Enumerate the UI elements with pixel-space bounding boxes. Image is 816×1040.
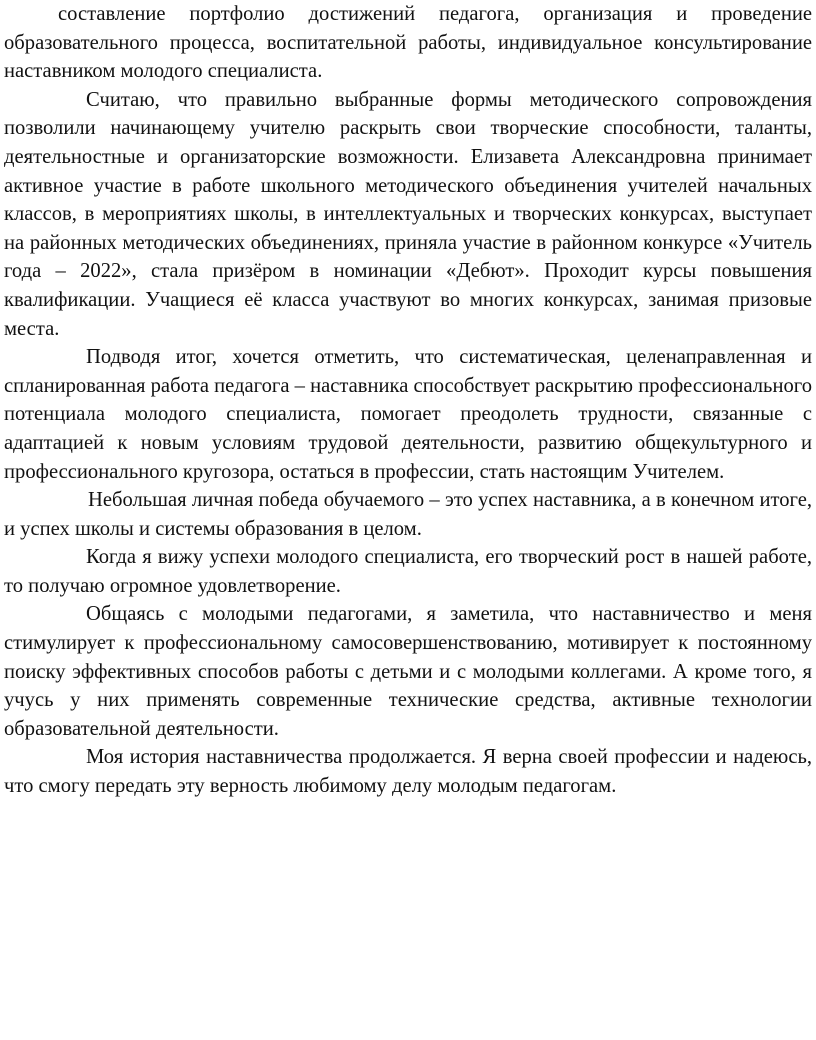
paragraph-4: Небольшая личная победа обучаемого – это успех наставника, а в конечном итоге, и успех школы и системы образования в целом. [4, 489, 812, 540]
paragraph-3: Подводя итог, хочется отметить, что систематическая, целенаправленная и спланированная работа педагога – наставника способствует раскрытию профессионального потенциала молодого специалиста, помогает преодолеть трудности, связанные с адаптацией к новым условиям трудовой деятельности, развитию общекультурного и профессионального кругозора, остаться в профессии, стать настоящим Учителем. [4, 346, 812, 483]
paragraph-6: Общаясь с молодыми педагогами, я заметила, что наставничество и меня стимулирует к профессиональному самосовершенствованию, мотивирует к постоянному поиску эффективных способов работы с детьми и с молодыми коллегами. А кроме того, я учусь у них применять современные технические средства, активные технологии образовательной деятельности. [4, 603, 812, 740]
paragraph-1: составление портфолио достижений педагога, организация и проведение образовательного процесса, воспитательной работы, индивидуальное консультирование наставником молодого специалиста. [4, 3, 812, 83]
document-page [4, 0, 812, 801]
paragraph-7: Моя история наставничества продолжается. Я верна своей профессии и надеюсь, что смогу передать эту верность любимому делу молодым педагогам. [4, 746, 812, 798]
paragraph-5: Когда я вижу успехи молодого специалиста, его творческий рост в нашей работе, то получаю огромное удовлетворение. [4, 546, 812, 597]
paragraph-2: Считаю, что правильно выбранные формы методического сопровождения позволили начинающему учителю раскрыть свои творческие способности, таланты, деятельностные и организаторские возможности. Елизавета Александровна принимает активное участие в работе школьного методического объединения учителей начальных классов, в мероприятиях школы, в интеллектуальных и творческих конкурсах, выступает на районных методических объединениях, приняла участие в районном конкурсе «Учитель года – 2022», стала призёром в номинации «Дебют». Проходит курсы повышения квалификации. Учащиеся её класса участвуют во многих конкурсах, занимая призовые места. [4, 88, 812, 340]
